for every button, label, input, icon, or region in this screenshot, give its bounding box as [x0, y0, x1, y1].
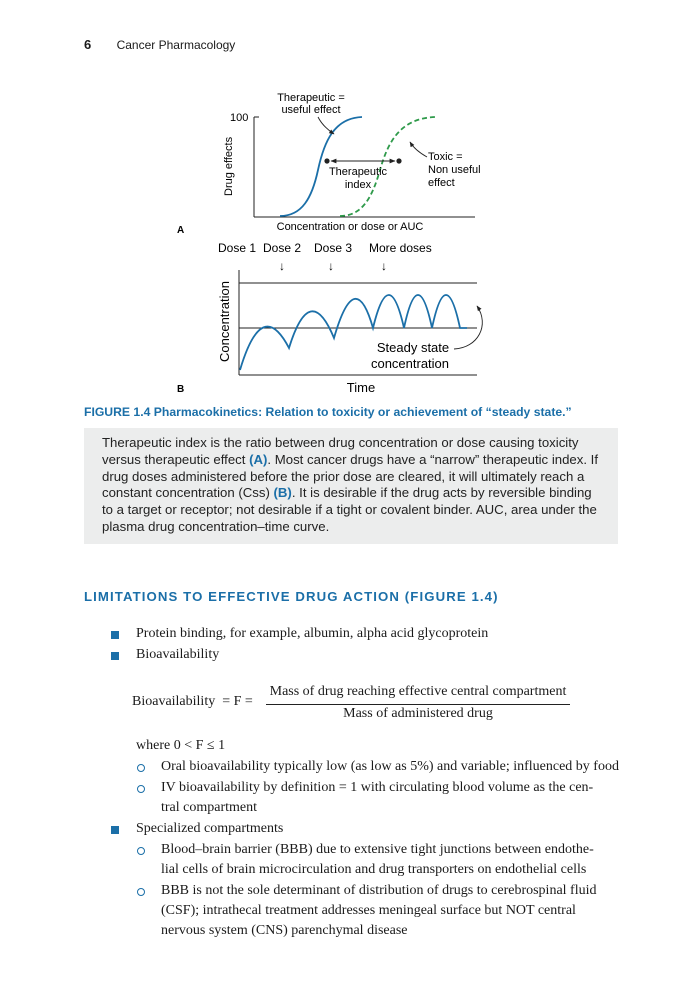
- bullet-bioavailability: Bioavailability: [136, 647, 220, 662]
- bullet-square-icon: [111, 652, 119, 660]
- therapeutic-midpoint-dot: [324, 158, 329, 163]
- sub-bullet-csf-line1: BBB is not the sole determinant of distribution of drugs to cerebrospinal fluid: [161, 883, 597, 898]
- sub-bullet-circle-icon: [137, 888, 145, 896]
- toxic-callout-pointer: [410, 142, 427, 157]
- dose-2-arrow-icon: ↓: [279, 259, 285, 273]
- therapeutic-callout-line2: useful effect: [281, 104, 341, 116]
- dose-2-label: Dose 2: [263, 241, 302, 255]
- running-title: Cancer Pharmacology: [116, 38, 236, 52]
- formula-denominator: Mass of administered drug: [343, 706, 493, 721]
- toxic-callout-line1: Toxic =: [428, 151, 463, 163]
- sub-bullet-circle-icon: [137, 785, 145, 793]
- section-heading: LIMITATIONS TO EFFECTIVE DRUG ACTION (FIGURE 1.4): [84, 589, 499, 604]
- steady-state-label-line1: Steady state: [376, 340, 450, 355]
- sub-bullet-bbb-line1: Blood–brain barrier (BBB) due to extensive tight junctions between endothe-: [161, 842, 594, 857]
- sub-bullet-circle-icon: [137, 847, 145, 855]
- sub-bullet-bbb-line2: lial cells of brain microcirculation and drug transporters on endothelial cells: [161, 862, 587, 877]
- dose-3-label: Dose 3: [314, 241, 353, 255]
- formula-numerator: Mass of drug reaching effective central compartment: [269, 684, 567, 699]
- page-number: 6: [84, 37, 92, 52]
- panel-b-y-label: Concentration: [217, 281, 232, 362]
- toxic-callout-line3: effect: [428, 177, 455, 189]
- toxic-midpoint-dot: [396, 158, 401, 163]
- more-doses-arrow-icon: ↓: [381, 259, 387, 273]
- formula-where-clause: where 0 < F ≤ 1: [136, 738, 226, 753]
- box-ref-a: (A): [249, 451, 268, 467]
- index-label-line1: Therapeutic: [328, 166, 388, 178]
- box-text-part-2: . Most cancer drugs have a “narrow” therapeutic index. If drug doses administered before the prior dose are cleared, it will ultimately reach a constant concentration (Css): [102, 451, 598, 501]
- running-header: [84, 37, 235, 52]
- panel-b-x-label: Time: [346, 380, 376, 395]
- figure-explanation-box: [84, 428, 618, 544]
- index-label-line2: index: [344, 179, 372, 191]
- sub-bullet-circle-icon: [137, 764, 145, 772]
- panel-a-label: A: [177, 225, 185, 236]
- sub-bullet-csf-line2: (CSF); intrathecal treatment addresses meningeal surface but NOT central: [161, 903, 576, 918]
- panel-a-y-tick-label: 100: [230, 112, 249, 124]
- formula-lhs: Bioavailability = F =: [132, 694, 253, 709]
- bullet-square-icon: [111, 631, 119, 639]
- figure-caption: FIGURE 1.4 Pharmacokinetics: Relation to toxicity or achievement of “steady state.”: [84, 405, 572, 419]
- more-doses-label: More doses: [369, 241, 432, 255]
- figure-1-4: [0, 80, 700, 400]
- sub-bullet-iv-line2: tral compartment: [161, 800, 258, 815]
- panel-a-x-label: Concentration or dose or AUC: [276, 221, 424, 233]
- panel-a-y-label: Drug effects: [223, 136, 235, 196]
- bioavailability-formula: [132, 684, 592, 728]
- sub-bullet-iv-line1: IV bioavailability by definition = 1 with circulating blood volume as the cen-: [161, 780, 594, 795]
- sub-bullet-csf-line3: nervous system (CNS) parenchymal disease: [161, 923, 408, 938]
- steady-state-label-line2: concentration: [370, 356, 450, 371]
- toxic-callout-line2: Non useful: [428, 164, 481, 176]
- dose-3-arrow-icon: ↓: [328, 259, 334, 273]
- box-text-part-3: . It is desirable if the drug acts by reversible binding to a target or receptor; not desirable if a tight or covalent binder. AUC, area under the plasma drug concentration–time curve.: [102, 485, 597, 534]
- bullet-protein-binding: Protein binding, for example, albumin, alpha acid glycoprotein: [136, 626, 489, 641]
- therapeutic-callout-pointer: [318, 117, 334, 134]
- dose-1-label: Dose 1: [218, 241, 257, 255]
- panel-a: [177, 92, 481, 236]
- box-text-part-1: Therapeutic index is the ratio between drug concentration or dose causing toxicity versus therapeutic effect: [102, 435, 579, 467]
- sub-bullet-oral: Oral bioavailability typically low (as low as 5%) and variable; influenced by food: [161, 759, 619, 774]
- panel-b-label: B: [177, 384, 185, 395]
- formula-fraction-bar: [266, 704, 570, 705]
- box-ref-b: (B): [273, 485, 292, 501]
- panel-b: [177, 241, 482, 395]
- therapeutic-callout-line1: Therapeutic =: [277, 92, 345, 104]
- bullet-specialized-compartments: Specialized compartments: [136, 821, 284, 836]
- bullet-square-icon: [111, 826, 119, 834]
